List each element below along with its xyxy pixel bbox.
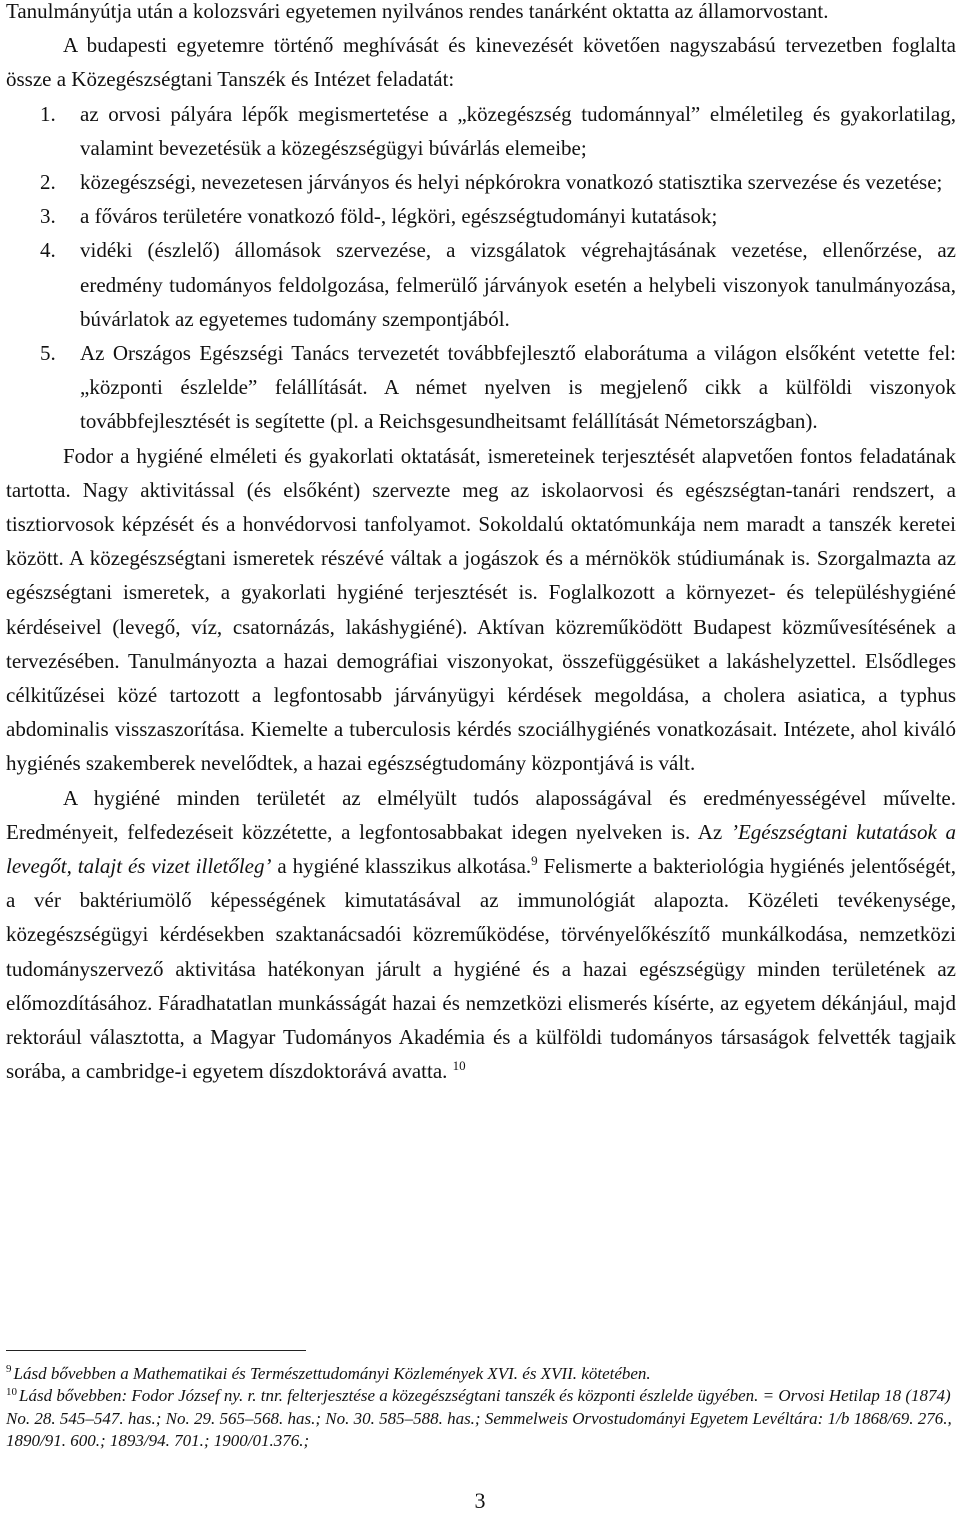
list-item (6, 165, 956, 199)
footnote-ref-9[interactable]: 9 (531, 853, 538, 869)
footnote-ref-10[interactable]: 10 (452, 1058, 466, 1074)
footnotes (6, 1350, 956, 1453)
body-paragraph-2 (6, 781, 956, 1089)
list-number: 2. (40, 170, 56, 195)
footnote-text: Lásd bővebben: Fodor József ny. r. tnr. felterjesztése a közegészségtani tanszék és központi észlelde ügyében. = Orvosi Hetilap 18 (1874) No. 28. 545–547. has.; No. 29. 565–568. has.; No. 30. 585–588. has.; Semmelweis Orvostudományi Egyetem Levéltára: 1/b 1868/69. 276., 1890/91. 600.; 1893/94. 701.; 1900/01.376.; (6, 1386, 952, 1451)
list-number: 4. (40, 238, 56, 263)
footnote-10 (6, 1385, 956, 1452)
para2-italic-title: ’Egészségtani kutatások a levegőt, talajt és vizet illetőleg’ (6, 819, 956, 879)
footnote-9 (6, 1363, 956, 1385)
para2-part2: a hygiéné klasszikus alkotása. (271, 854, 532, 879)
page-number: 3 (474, 1488, 486, 1513)
list-number: 1. (40, 101, 56, 126)
list-text: a főváros területére vonatkozó föld-, légköri, egészségtudományi kutatások; (80, 204, 718, 229)
list-number: 3. (40, 204, 56, 229)
footnote-number: 9 (6, 1363, 12, 1376)
list-text: az orvosi pályára lépők megismertetése a „közegészség tudománnyal” elméletileg és gyakorlatilag, valamint bevezetésük a közegészségügyi búvárlás elemeibe; (80, 101, 956, 160)
list-number: 5. (40, 341, 56, 366)
document-page (6, 0, 956, 1089)
list-item (6, 97, 956, 165)
intro-paragraph-1: Tanulmányútja után a kolozsvári egyetemen nyilvános rendes tanárként oktatta az államorvostant. (6, 0, 829, 23)
list-item (6, 233, 956, 336)
list-text: Az Országos Egészségi Tanács tervezetét továbbfejlesztő elaborátuma a világon elsőként vetette fel: „központi észlelde” felállítását. A német nyelven is megjelenő cikk a külföldi viszonyok továbbfejlesztését is segítette (pl. a Reichsgesundheitsamt felállítását Németországban). (80, 341, 956, 434)
para2-part3: Felismerte a bakteriológia hygiénés jelentőségét, a vér baktériumölő képességének kimutatásával az immunológiát alapozta. Közéleti tevékenysége, közegészségügyi kérdésekben szaktanácsadói közreműködése, törvényelőkészítő munkálkodása, nemzetközi tudományszervező aktivitása hatékonyan járult a hygiéné és a hazai egészségügy minden területének az előmozdításához. Fáradhatatlan munkásságát hazai és nemzetközi elismerés kísérte, az egyetem dékánjául, majd rektorául választotta, a Magyar Tudományos Akadémia és a külföldi tudományos társaságok felvették tagjaik sorába, a cambridge-i egyetem díszdoktorává avatta. (6, 854, 956, 1084)
para2-part1: A hygiéné minden területét az elmélyült tudós alaposságával és eredményességével művelte. Eredményeit, felfedezéseit közzétette, a legfontosabbakat idegen nyelveken is. Az (6, 785, 956, 844)
list-text: közegészségi, nevezetesen járványos és helyi népkórokra vonatkozó statisztika szervezése és vezetése; (80, 170, 943, 195)
body-paragraph-1: Fodor a hygiéné elméleti és gyakorlati oktatását, ismereteinek terjesztését alapvetően fontos feladatának tartotta. Nagy aktivitással (és elsőként) szervezte meg az iskolaorvosi és egészségtan-tanári rendszert, a tisztiorvosok képzését és a honvédorvosi tanfolyamot. Sokoldalú oktatómunkája nem maradt a tanszék keretei között. A közegészségtani ismeretek részévé váltak a jogászok és a mérnökök stúdiumának is. Szorgalmazta az egészségtani ismeretek, a gyakorlati hygiéné terjesztését is. Foglalkozott a környezet- és településhygiéné kérdéseivel (levegő, víz, csatornázás, lakáshygiéné). Aktívan közreműködött Budapest közművesítésének a tervezésében. Tanulmányozta a hazai demográfiai viszonyokat, összefüggésüket a lakáshelyzettel. Elsődleges célkitűzései közé tartozott a legfontosabb járványügyi kérdések megoldása, a cholera asiatica, a typhus abdominalis visszaszorítása. Kiemelte a tuberculosis kérdés szociálhygiénés vonatkozásait. Intézete, ahol kiváló hygiénés szakemberek nevelődtek, a hazai egészségtudomány központjává is vált. (6, 443, 956, 776)
task-list (6, 97, 956, 439)
list-item (6, 199, 956, 233)
list-item (6, 336, 956, 439)
footnote-number: 10 (6, 1385, 17, 1398)
intro-paragraph-2: A budapesti egyetemre történő meghívását és kinevezését követően nagyszabású tervezetben foglalta össze a Közegészségtani Tanszék és Intézet feladatát: (6, 33, 956, 92)
list-text: vidéki (észlelő) állomások szervezése, a vizsgálatok végrehajtásának vezetése, ellenőrzése, az eredmény tudományos feldolgozása, felmerülő járványok esetén a helybeli viszonyok tanulmányozása, búvárlatok az egyetemes tudomány szempontjából. (80, 238, 956, 331)
footnote-divider (6, 1350, 306, 1351)
footnote-text: Lásd bővebben a Mathematikai és Természettudományi Közlemények XVI. és XVII. kötetében. (13, 1364, 651, 1383)
